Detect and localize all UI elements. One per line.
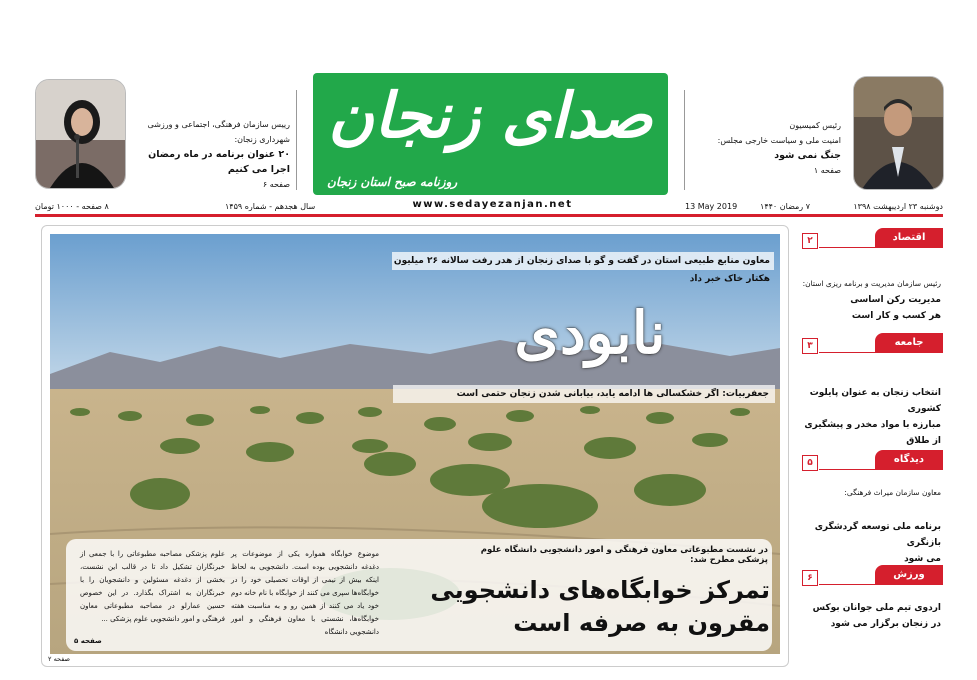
sidebar-story-economy[interactable] — [800, 276, 941, 324]
main-headline[interactable]: نابودی — [514, 299, 666, 367]
lower-story-kicker: در نشست مطبوعاتی معاون فرهنگی و امور دانشجویی دانشگاه علوم پزشکی مطرح شد: — [480, 545, 768, 565]
divider — [296, 90, 297, 190]
teaser-right-pre2: امنیت ملی و سیاست خارجی مجلس: — [717, 136, 841, 145]
teaser-left-pre: رییس سازمان فرهنگی، اجتماعی و ورزشی شهرداری زنجان: — [147, 120, 290, 144]
gregorian-date: 13 May 2019 — [685, 202, 738, 211]
logo-tagline: روزنامه صبح استان زنجان — [327, 175, 458, 189]
sidebar-story-line: هر کسب و کار است — [851, 311, 941, 321]
masthead-logo[interactable] — [313, 73, 668, 195]
section-label: دیدگاه — [875, 450, 943, 470]
teaser-right-title: جنگ نمی شود — [774, 150, 841, 161]
logo-text: صدای زنجان — [328, 79, 653, 152]
teaser-left[interactable] — [130, 117, 290, 192]
hijri-date: ۷ رمضان ۱۴۴۰ — [760, 202, 810, 211]
section-page-number: ۶ — [802, 570, 818, 586]
section-label: اقتصاد — [875, 228, 943, 248]
lower-story-headline-line2: مقرون به صرفه است — [513, 609, 770, 637]
price: ۸ صفحه - ۱۰۰۰ تومان — [35, 202, 109, 211]
teaser-left-line1: ۲۰ عنوان برنامه در ماه رمضان — [148, 149, 290, 160]
header-rule — [35, 214, 943, 217]
section-page-number: ۵ — [802, 455, 818, 471]
section-label: ورزش — [875, 565, 943, 585]
sidebar-story-viewpoint[interactable] — [800, 485, 941, 567]
teaser-right[interactable] — [694, 118, 841, 178]
section-sport[interactable] — [797, 565, 943, 585]
sidebar-story-pre: معاون سازمان میراث فرهنگی: — [844, 488, 941, 497]
sidebar-story-line: می شود — [904, 554, 941, 564]
divider — [684, 90, 685, 190]
sidebar-story-line: در زنجان برگزار می شود — [830, 619, 941, 629]
teaser-left-page: صفحه ۶ — [262, 180, 290, 189]
teaser-right-pre1: رئیس کمیسیون — [789, 121, 841, 130]
section-label: جامعه — [875, 333, 943, 353]
lower-story-headline[interactable] — [390, 574, 770, 640]
section-page-number: ۲ — [802, 233, 818, 249]
persian-date: دوشنبه ۲۳ اردیبهشت ۱۳۹۸ — [853, 202, 943, 211]
section-society[interactable] — [797, 333, 943, 353]
section-page-number: ۳ — [802, 338, 818, 354]
spacer — [800, 501, 941, 519]
sidebar-story-pre: رئیس سازمان مدیریت و برنامه ریزی استان: — [802, 279, 941, 288]
sidebar-story-society[interactable] — [800, 385, 941, 449]
teaser-left-line2: اجرا می کنیم — [227, 164, 290, 175]
sidebar-story-line: انتخاب زنجان به عنوان پایلوت کشوری — [809, 388, 941, 414]
sidebar-story-line: برنامه ملی توسعه گردشگری بازنگری — [814, 522, 941, 548]
issue-number: سال هجدهم - شماره ۱۴۵۹ — [225, 202, 316, 211]
sidebar-story-line: اردوی تیم ملی جوانان بوکس — [812, 603, 941, 613]
section-economy[interactable] — [797, 228, 943, 248]
lower-story-column-1: موضوع خوابگاه همواره یکی از موضوعات پر دغدغه دانشجویی بوده است. دانشجویی به لحاظ اینکه بیش از نیمی از اوقات تحصیلی خود را در خوابگاه‌ها سپری می کنند از خوابگاه با نام خانه دوم خود یاد می کنند از همین رو و به مناسبت هفته خوابگاه‌ها، نشستی با معاون فرهنگی و امور دانشجویی دانشگاه — [231, 550, 379, 636]
sidebar-story-line: مبارزه با مواد مخدر و پیشگیری از طلاق — [804, 420, 941, 446]
teaser-right-portrait — [853, 76, 944, 190]
dateline — [35, 200, 943, 214]
main-subhead[interactable]: جعفربیات: اگر خشکسالی ها ادامه یابد، بیابانی شدن زنجان حتمی است — [393, 385, 775, 403]
main-kicker[interactable]: معاون منابع طبیعی استان در گفت و گو با صدای زنجان از هدر رفت سالانه ۲۶ میلیون هکتار خاک خبر داد — [392, 252, 774, 270]
section-viewpoint[interactable] — [797, 450, 943, 470]
sidebar-story-line: مدیریت رکن اساسی — [850, 295, 941, 305]
website-url[interactable]: www.sedayezanjan.net — [412, 199, 573, 210]
sidebar-story-sport[interactable] — [800, 600, 941, 632]
teaser-right-page: صفحه ۱ — [813, 166, 841, 175]
lower-story-column-2: علوم پزشکی مصاحبه مطبوعاتی را با جمعی از خبرنگاران تشکیل داد تا در قالب این نشست، بخشی از دغدغه مسئولین و دانشجویان را با خبرنگاران به اشتراک بگذارد. در این خصوص حسین عمارلو در مصاحبه مطبوعاتی معاون فرهنگی و امور دانشجویی علوم پزشکی ... — [80, 550, 225, 623]
teaser-left-portrait — [35, 79, 126, 189]
lower-story-page-ref[interactable]: صفحه ۵ — [74, 637, 102, 645]
main-story-page-ref[interactable]: صفحه ۲ — [48, 655, 71, 663]
lower-story-headline-line1: تمرکز خوابگاه‌های دانشجویی — [430, 576, 770, 604]
